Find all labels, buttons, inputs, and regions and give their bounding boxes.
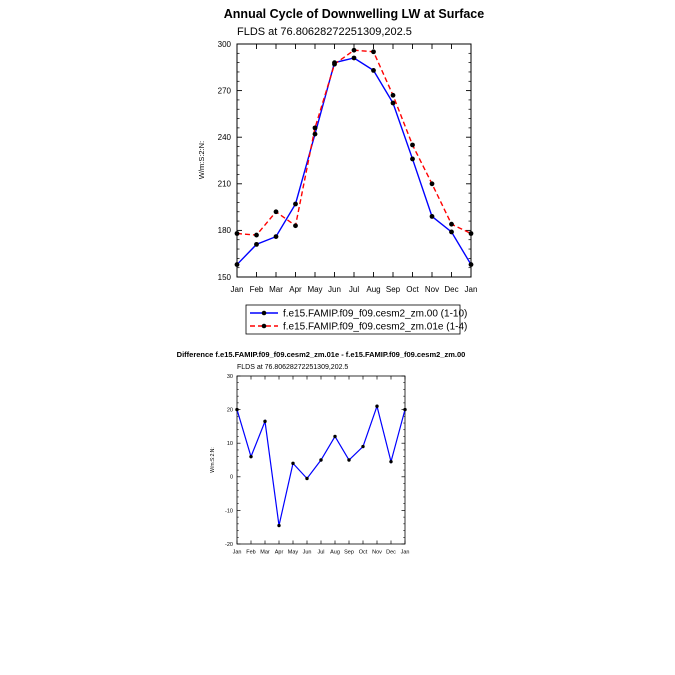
chart1-xtick-label: Jul [348, 285, 360, 294]
chart1-series-1-point [391, 101, 396, 106]
chart1-series-2-point [430, 181, 435, 186]
chart1-series-1-point [410, 157, 415, 162]
chart1-series-2-point [313, 125, 318, 130]
chart1-xtick-label: Feb [249, 285, 264, 294]
chart1-series-1-point [313, 132, 318, 137]
chart1-series-1-point [352, 56, 357, 61]
legend-marker-series-1 [262, 311, 267, 316]
chart2-ytick-label: 20 [226, 407, 233, 414]
chart2-xtick-label: Jan [400, 549, 410, 556]
chart1-series-2-point [371, 49, 376, 54]
chart2-xtick-label: Jul [317, 549, 325, 556]
chart2-xtick-label: Jun [302, 549, 312, 556]
chart2-series-1-point [333, 435, 336, 438]
chart2-xtick-label: Feb [246, 549, 256, 556]
chart2-ytick-label: 10 [226, 441, 233, 448]
chart1-series-1-point [469, 262, 474, 267]
chart2-xtick-label: Aug [330, 549, 340, 556]
chart2-series-1-point [403, 408, 406, 411]
chart1-series-1-point [430, 214, 435, 219]
chart1-xtick-label: Sep [385, 285, 401, 294]
chart1-ytick-label: 270 [217, 86, 231, 96]
chart1-ytick-label: 300 [217, 39, 231, 49]
chart1-xtick-label: Jun [328, 285, 341, 294]
chart2-xtick-label: Mar [260, 549, 270, 556]
chart2-series-1-point [319, 458, 322, 461]
chart2-series-1-point [249, 455, 252, 458]
chart1-subtitle: FLDS at 76.80628272251309,202.5 [237, 26, 412, 38]
chart1-xtick-label: Oct [406, 285, 419, 294]
chart2-ytick-label: 0 [229, 474, 233, 481]
chart1-xtick-label: Jan [464, 285, 478, 294]
chart2-series-1-point [291, 462, 294, 465]
chart1-series-2-point [469, 231, 474, 236]
chart1-series-2-point [352, 48, 357, 53]
legend-label-series-2: f.e15.FAMIP.f09_f09.cesm2_zm.01e (1-4) [283, 321, 468, 333]
chart2-series-1-point [389, 460, 392, 463]
chart2-series-1-point [263, 420, 266, 423]
chart1-series-2-point [332, 62, 337, 67]
chart1-series-1-point [293, 202, 298, 207]
chart2-series-1-point [361, 445, 364, 448]
chart2-series-1-point [375, 405, 378, 408]
chart2-xtick-label: Jan [232, 549, 242, 556]
chart2-xtick-label: May [287, 549, 299, 556]
chart1-ylabel: W/m:S:2:N: [197, 140, 206, 180]
chart2-series-1-point [305, 477, 308, 480]
chart1-series-1-point [274, 234, 279, 239]
chart1-xtick-label: Nov [424, 285, 440, 294]
chart2-xtick-label: Oct [358, 549, 368, 556]
chart1-xtick-label: Aug [366, 285, 381, 294]
chart1-series-2-point [293, 223, 298, 228]
chart2-ytick-label: -20 [225, 541, 233, 548]
chart2-series-1-point [277, 524, 280, 527]
chart1-series-2-point [254, 233, 259, 238]
chart2-xtick-label: Dec [386, 549, 396, 556]
chart1-series-1-point [449, 230, 454, 235]
chart1-xtick-label: Mar [269, 285, 283, 294]
chart1-xtick-label: Apr [289, 285, 302, 294]
chart2-subtitle: FLDS at 76.80628272251309,202.5 [237, 364, 349, 371]
chart1-title: Annual Cycle of Downwelling LW at Surface [223, 7, 485, 21]
chart2-ytick-label: -10 [225, 508, 233, 515]
chart1-xtick-label: May [307, 285, 323, 294]
chart2-title: Difference f.e15.FAMIP.f09_f09.cesm2_zm.01e - f.e15.FAMIP.f09_f09.cesm2_zm.00 [176, 350, 466, 359]
chart1-series-1-point [235, 262, 240, 267]
chart1-ytick-label: 210 [217, 179, 231, 189]
chart1-ytick-label: 180 [217, 226, 231, 236]
chart1-series-2-point [449, 222, 454, 227]
chart1-xtick-label: Dec [444, 285, 459, 294]
chart1-xtick-label: Jan [230, 285, 244, 294]
chart2-series-1-point [235, 408, 238, 411]
chart2-ylabel: W/m:S:2:N: [210, 447, 216, 473]
chart2-xtick-label: Nov [372, 549, 382, 556]
chart1-ytick-label: 150 [217, 272, 231, 282]
chart1-series-2-point [391, 93, 396, 98]
chart1-ytick-label: 240 [217, 133, 231, 142]
chart1-series-2-point [274, 209, 279, 214]
chart1-series-2-point [410, 143, 415, 148]
legend-label-series-1: f.e15.FAMIP.f09_f09.cesm2_zm.00 (1-10) [283, 308, 468, 320]
chart1-series-1-point [371, 68, 376, 73]
chart2-xtick-label: Apr [274, 549, 284, 556]
chart2-series-1-point [347, 458, 350, 461]
chart2-ytick-label: 30 [226, 373, 233, 380]
chart2-xtick-label: Sep [344, 549, 354, 556]
chart1-series-2-point [235, 231, 240, 236]
chart1-series-1-point [254, 242, 259, 247]
legend-marker-series-2 [262, 324, 267, 329]
